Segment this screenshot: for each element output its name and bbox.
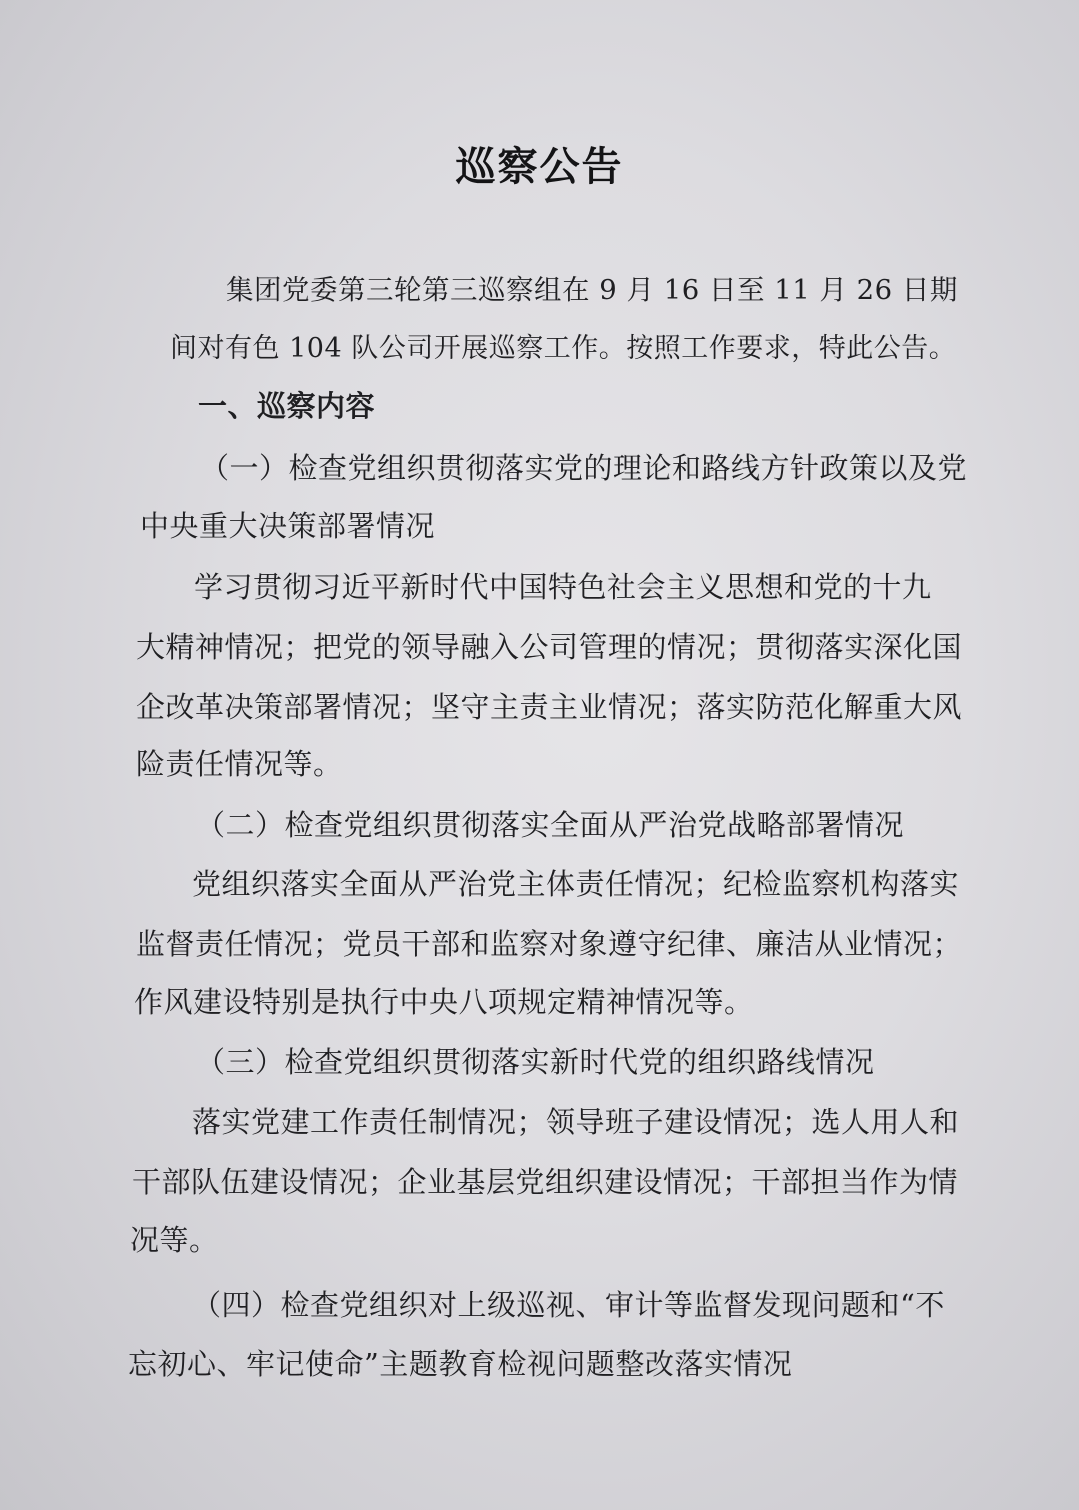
document-title: 巡察公告: [455, 143, 624, 190]
paragraph-line: 落实党建工作责任制情况；领导班子建设情况；选人用人和: [192, 1105, 960, 1139]
paragraph-line: 干部队伍建设情况；企业基层党组织建设情况；干部担当作为情: [132, 1165, 959, 1199]
subsection-heading: 忘初心、牢记使命”主题教育检视问题整改落实情况: [128, 1347, 793, 1381]
paragraph-line: 监督责任情况；党员干部和监察对象遵守纪律、廉洁从业情况；: [136, 927, 963, 961]
paragraph-line: 况等。: [130, 1223, 219, 1257]
section-heading: 一、巡察内容: [198, 389, 376, 423]
paragraph-line: 大精神情况；把党的领导融入公司管理的情况；贯彻落实深化国: [136, 630, 963, 664]
subsection-heading: （三）检查党组织贯彻落实新时代党的组织路线情况: [196, 1045, 875, 1079]
subsection-heading: （一）检查党组织贯彻落实党的理论和路线方针政策以及党: [200, 451, 968, 485]
paragraph-line: 集团党委第三轮第三巡察组在 9 月 16 日至 11 月 26 日期: [226, 274, 958, 306]
paragraph-line: 企改革决策部署情况；坚守主责主业情况；落实防范化解重大风: [136, 690, 963, 724]
paragraph-line: 作风建设特别是执行中央八项规定精神情况等。: [134, 985, 754, 1019]
paragraph-line: 党组织落实全面从严治党主体责任情况；纪检监察机构落实: [192, 867, 960, 901]
subsection-heading: 中央重大决策部署情况: [140, 509, 436, 543]
paragraph-line: 险责任情况等。: [136, 747, 343, 781]
paragraph-line: 学习贯彻习近平新时代中国特色社会主义思想和党的十九: [194, 570, 932, 604]
subsection-heading: （四）检查党组织对上级巡视、审计等监督发现问题和“不: [192, 1288, 945, 1322]
paragraph-line: 间对有色 104 队公司开展巡察工作。按照工作要求，特此公告。: [170, 333, 957, 364]
subsection-heading: （二）检查党组织贯彻落实全面从严治党战略部署情况: [196, 808, 905, 842]
